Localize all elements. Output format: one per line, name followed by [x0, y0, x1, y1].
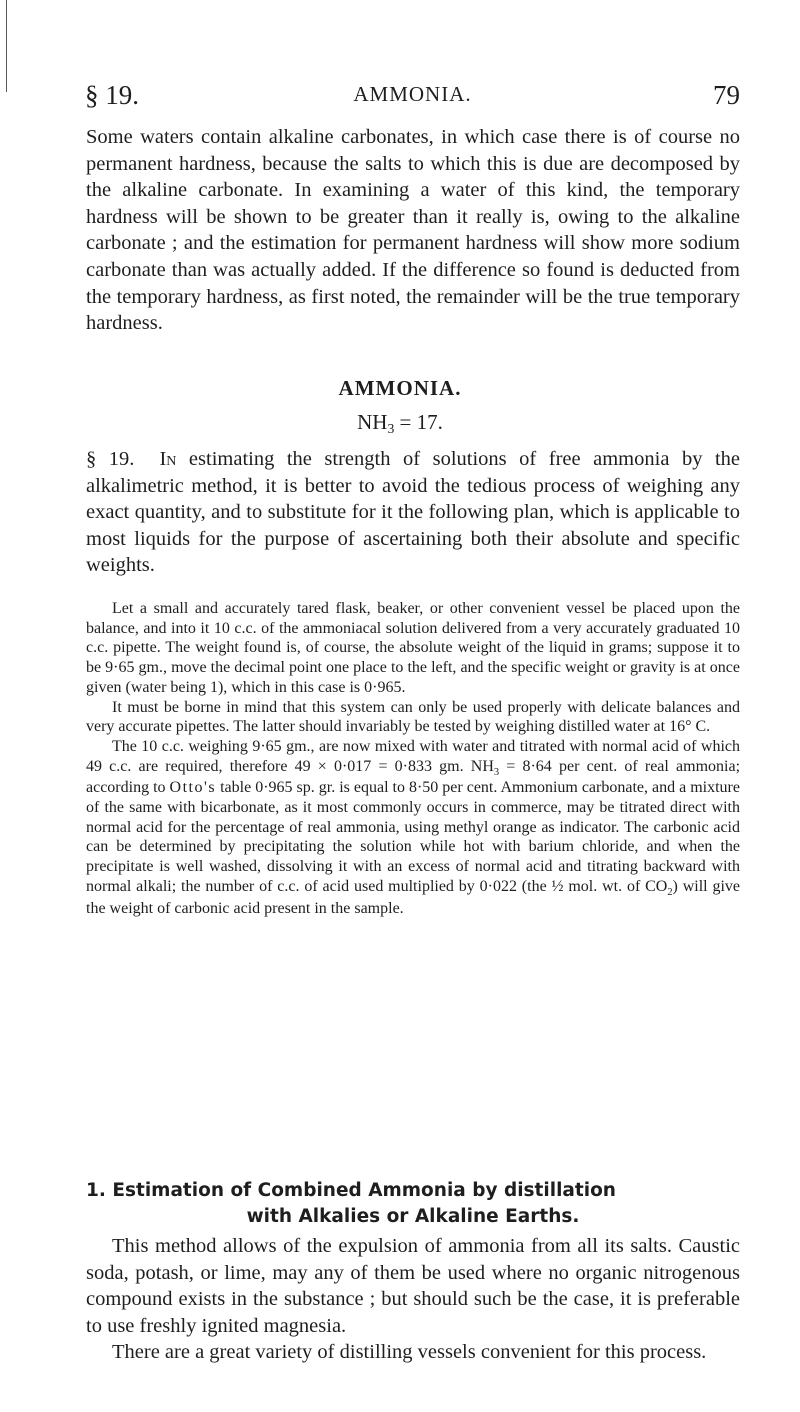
- formula-subscript: 3: [387, 421, 395, 436]
- small-p3-part-a: The 10 c.c. weighing 9·65 gm., are now mixed with water and titrated with normal acid of which 49 c.c. are required, therefore 49 × 0·017 = 0·833 gm. NH: [86, 737, 740, 775]
- header-title: AMMONIA.: [353, 82, 472, 106]
- intro-paragraph: Some waters contain alkaline carbonates, in which case there is of course no permanent hardness, because the salts to which this is due are decomposed by the alkaline carbonate. In examining a water of this kind, the temporary hardness will be shown to be greater than it really is, owing to the alkaline carbonate ; and the estimation for permanent hardness will show more sodium carbonate than was actually added. If the difference so found is deducted from the temporary hardness, as first noted, the remainder will be the true temporary hardness.: [86, 126, 740, 335]
- subsection-heading-line-1: 1. Estimation of Combined Ammonia by distillation: [86, 1180, 616, 1201]
- small-print-block: [86, 599, 740, 918]
- section-title: AMMONIA.: [338, 376, 462, 400]
- intro-paragraph-block: [86, 124, 740, 337]
- section-19-paragraph: [86, 446, 740, 579]
- formula-prefix: NH: [357, 410, 388, 434]
- subsection-heading: [86, 1178, 740, 1230]
- section-19-text: estimating the strength of solutions of free ammonia by the alkalimetric method, it is better to avoid the tedious process of weighing any exact quantity, and to substitute for it the following plan, which is applicable to most liquids for the purpose of ascertaining both their absolute and specific weights.: [86, 448, 741, 577]
- small-p3-part-c: table 0·965 sp. gr. is equal to 8·50 per cent. Ammonium carbonate, and a mixture of the same with bicarbonate, as it most commonly occurs in commerce, may be titrated direct with normal acid for the percentage of real ammonia, using methyl orange as indicator. The carbonic acid can be determined by precipitating the solution while hot with barium chloride, and when the precipitate is well washed, dissolving it with an excess of normal acid and titrating backward with normal alkali; the number of c.c. of acid used multiplied by 0·022 (the ½ mol. wt. of CO: [86, 779, 740, 895]
- small-paragraph-3: [86, 737, 740, 918]
- small-p3-subscript: 3: [493, 766, 500, 778]
- small-p3-otto: Otto's: [169, 779, 217, 797]
- small-paragraph-1: Let a small and accurately tared flask, beaker, or other convenient vessel be placed upon the balance, and into it 10 c.c. of the ammoniacal solution delivered from a very accurately graduated 10 c.c. pipette. The weight found is, of course, the absolute weight of the liquid in grams; suppose it to be 9·65 gm., move the decimal point one place to the left, and the specific weight or gravity is at once given (water being 1), which in this case is 0·965.: [86, 600, 740, 696]
- subsection-heading-line-2: with Alkalies or Alkaline Earths.: [246, 1206, 580, 1227]
- section-19-label: § 19.: [86, 448, 135, 470]
- formula-suffix: = 17.: [394, 410, 443, 434]
- small-paragraph-2: It must be borne in mind that this system can only be used properly with delicate balances and very accurate pipettes. The latter should invariably be tested by weighing distilled water at 16° C.: [86, 698, 740, 736]
- section-19-lead-word: In: [159, 448, 177, 470]
- page-number: 79: [713, 80, 740, 110]
- closing-block: [86, 1233, 740, 1366]
- header-section-number: § 19.: [85, 80, 139, 110]
- closing-paragraph-2: There are a great variety of distilling vessels convenient for this process.: [112, 1341, 707, 1364]
- small-p3-subscript-2: 2: [667, 886, 673, 898]
- closing-paragraph-1: This method allows of the expulsion of ammonia from all its salts. Caustic soda, potash, or lime, may any of them be used where no organic nitrogenous compound exists in the substance ; but should such be the case, it is preferable to use freshly ignited magnesia.: [86, 1235, 740, 1337]
- small-p3-part-b: = 8·64 per cent. of real ammonia; according to: [86, 757, 741, 797]
- page-edge-line: [6, 0, 7, 92]
- section-19-block: [86, 446, 740, 579]
- formula: [0, 410, 800, 435]
- small-p3-part-d: ) will give the weight of carbonic acid present in the sample.: [86, 877, 741, 917]
- running-header: [85, 80, 740, 110]
